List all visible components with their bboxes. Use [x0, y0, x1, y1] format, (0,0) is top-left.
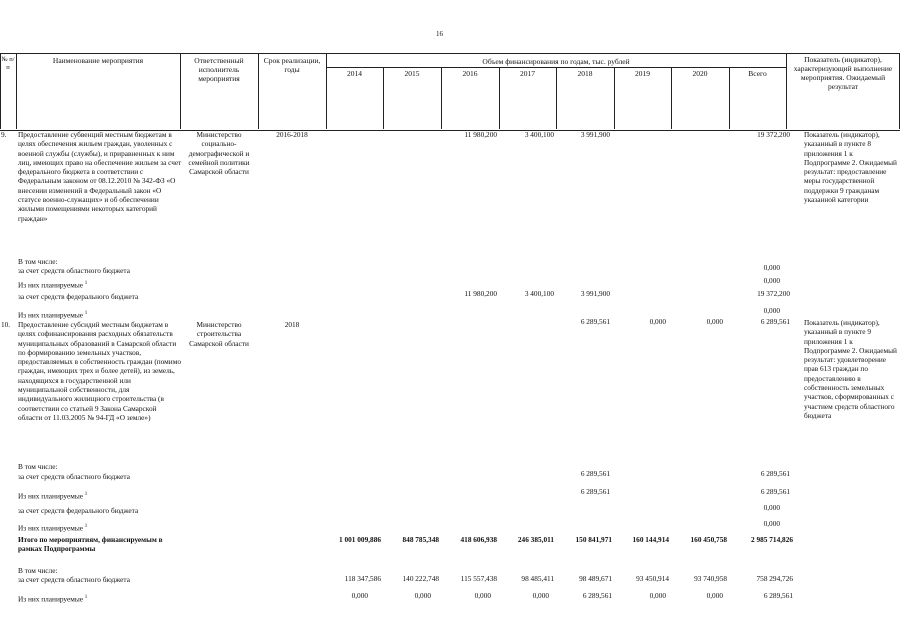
subrow-label: В том числе:	[18, 462, 58, 471]
total-regional-2020: 93 740,958	[694, 574, 727, 583]
header-year: 2020	[692, 69, 708, 78]
total-2016: 418 606,938	[460, 535, 497, 544]
value-2017: 3 400,100	[524, 289, 554, 298]
header-year: Всего	[748, 69, 767, 78]
total-all: 2 985 714,826	[751, 535, 793, 544]
header-divider	[16, 53, 17, 129]
total-label: Итого по мероприятиям, финансируемым в рамках Подпрограммы	[18, 535, 163, 554]
header-year: 2014	[347, 69, 362, 78]
header-name: Наименование мероприятия	[52, 56, 144, 65]
total-2018: 150 841,971	[575, 535, 612, 544]
total-planned-2019: 0,000	[649, 591, 666, 600]
value-2018: 6 289,561	[580, 317, 610, 326]
value-2016: 11 980,200	[464, 130, 497, 139]
subrow-label: за счет средств федерального бюджета	[18, 506, 139, 515]
total-regional-2016: 115 557,438	[460, 574, 497, 583]
value-total: 19 372,200	[757, 130, 790, 139]
subrow-label: В том числе:	[18, 566, 58, 575]
subrow-label: Из них планируемые $^1$	[18, 491, 88, 501]
total-2019: 160 144,914	[632, 535, 669, 544]
subrow-label: Из них планируемые $^1$	[18, 280, 88, 290]
header-period: Срок реализации, годы	[263, 56, 321, 74]
header-financing: Объем финансирования по годам, тыс. рублей	[482, 57, 630, 66]
subrow-label: за счет средств областного бюджета	[18, 472, 130, 481]
total-2020: 160 450,758	[690, 535, 727, 544]
value-total: 0,000	[763, 263, 780, 272]
value-2017: 3 400,100	[524, 130, 554, 139]
subrow-label: за счет средств областного бюджета	[18, 575, 130, 584]
total-regional-2019: 93 450,914	[636, 574, 669, 583]
value-total: 0,000	[763, 519, 780, 528]
header-year: 2017	[520, 69, 535, 78]
value-total: 0,000	[763, 503, 780, 512]
subrow-label: Из них планируемые $^1$	[18, 523, 88, 533]
value-total: 6 289,561	[760, 469, 790, 478]
indicator-text: Показатель (индикатор), указанный в пункте 8 приложения 1 к Подпрограмме 2. Ожидаемый результат: предоставление меры государственной поддержки 9 гражданам указанной категории	[804, 130, 897, 205]
total-regional-2017: 98 485,411	[521, 574, 554, 583]
header-responsible: Ответственный исполнитель мероприятия	[194, 56, 244, 83]
value-2020: 0,000	[706, 317, 723, 326]
indicator-text: Показатель (индикатор), указанный в пункте 9 приложения 1 к Подпрограмме 2. Ожидаемый результат: удовлетворение прав 613 граждан по предоставлению в собственность земельных участков, сформированных с участием средств областного бюджета	[804, 318, 897, 420]
total-2017: 246 385,011	[517, 535, 554, 544]
header-year: 2019	[635, 69, 650, 78]
page-number: 16	[436, 30, 443, 38]
total-planned-2015: 0,000	[414, 591, 431, 600]
header-divider	[180, 53, 181, 129]
value-total: 6 289,561	[760, 487, 790, 496]
value-2019: 0,000	[649, 317, 666, 326]
row-number: 10.	[1, 320, 11, 329]
implementation-period: 2016-2018	[276, 130, 308, 139]
subrow-label: Из них планируемые $^1$	[18, 594, 88, 604]
total-planned-2014: 0,000	[351, 591, 368, 600]
total-regional-all: 758 294,726	[756, 574, 793, 583]
total-2015: 848 785,348	[402, 535, 439, 544]
header-divider	[326, 53, 327, 129]
total-planned-all: 6 289,561	[763, 591, 793, 600]
header-year: 2016	[462, 69, 478, 78]
header-year: 2018	[577, 69, 593, 78]
subrow-label: за счет средств областного бюджета	[18, 266, 130, 275]
value-2016: 11 980,200	[464, 289, 497, 298]
subrow-label: Из них планируемые $^1$	[18, 310, 88, 320]
total-planned-2020: 0,000	[706, 591, 723, 600]
implementation-period: 2018	[284, 320, 300, 329]
total-2014: 1 001 009,886	[339, 535, 381, 544]
total-planned-2018: 6 289,561	[582, 591, 612, 600]
header-year: 2015	[404, 69, 420, 78]
value-total: 19 372,200	[757, 289, 790, 298]
subrow-label: В том числе:	[18, 257, 58, 266]
header-indicator: Показатель (индикатор), характеризующий выполнение мероприятия. Ожидаемый результат	[793, 55, 893, 91]
row-number: 9.	[1, 130, 7, 139]
total-planned-2017: 0,000	[532, 591, 549, 600]
value-2018: 6 289,561	[580, 487, 610, 496]
subrow-label: за счет средств федерального бюджета	[18, 292, 139, 301]
responsible-executor: Министерство строительства Самарской области	[189, 320, 249, 348]
total-regional-2015: 140 222,748	[402, 574, 439, 583]
value-2018: 3 991,900	[580, 130, 610, 139]
header-divider	[899, 53, 900, 129]
total-planned-2016: 0,000	[474, 591, 491, 600]
value-total: 0,000	[763, 306, 780, 315]
value-total: 6 289,561	[760, 317, 790, 326]
measure-name: Предоставление субсидий местным бюджетам в целях софинансирования расходных обязательств муниципальных образований в Самарской области по формированию земельных участков, предоставляемых в собственность граждан (помимо граждан, имеющих трех и более детей), из земель, находящихся в государственной или муниципальной собственности, для индивидуального жилищного строительства (в соответствии со статьей 9 Закона Самарской области от 11.03.2005 № 94-ГД «О земле»)	[18, 320, 181, 422]
total-regional-2018: 98 489,671	[579, 574, 612, 583]
value-2018: 6 289,561	[580, 469, 610, 478]
header-divider	[786, 53, 787, 129]
header-num: № п/п	[1, 56, 15, 71]
total-regional-2014: 118 347,586	[344, 574, 381, 583]
value-total: 0,000	[763, 276, 780, 285]
measure-name: Предоставление субвенций местным бюджетам в целях обеспечения жильем граждан, уволенных с военной службы (службы), и приравненных к ним лиц, имеющих право на обеспечение жильем за счет федерального бюджета в соответствии с Федеральным законом от 08.12.2010 № 342-ФЗ «О внесении изменений в Федеральный закон «О статусе военно-служащих» и об обеспечении жилыми помещениями некоторых категорий граждан»	[18, 130, 182, 223]
value-2018: 3 991,900	[580, 289, 610, 298]
responsible-executor: Министерство социально-демографической и семейной политики Самарской области	[188, 130, 250, 177]
